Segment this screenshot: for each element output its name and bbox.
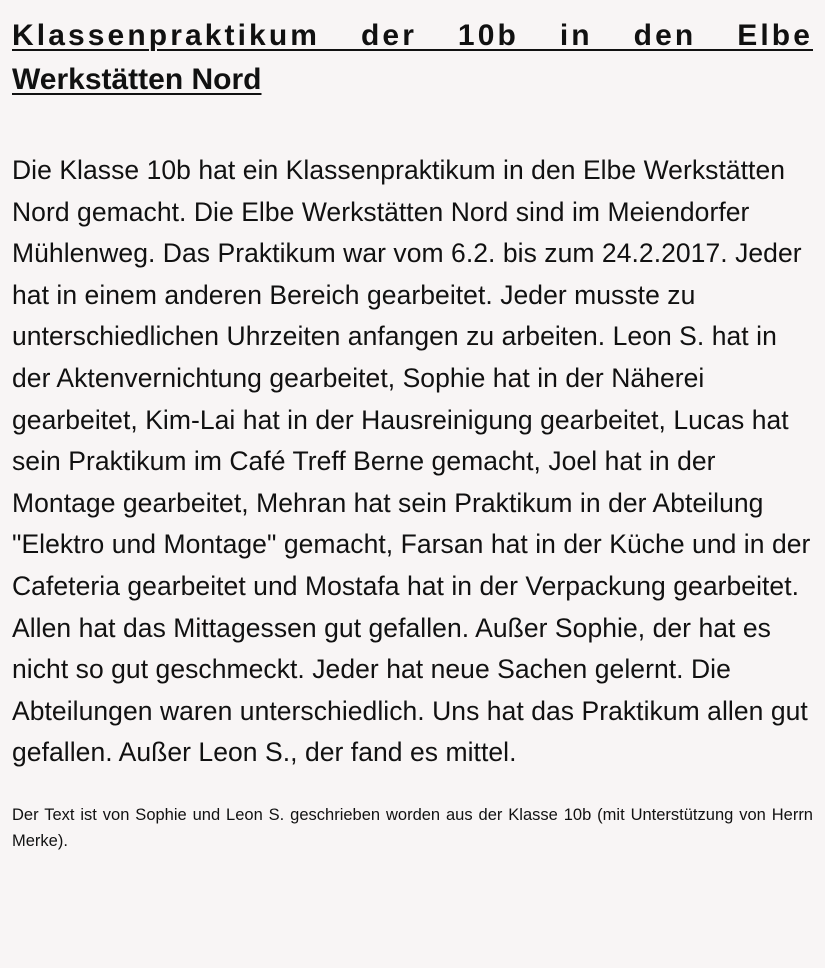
- author-footnote: Der Text ist von Sophie und Leon S. geschrieben worden aus der Klasse 10b (mit Unterstützung von Herrn Merke).: [12, 805, 813, 850]
- document-title: [12, 14, 813, 102]
- body-paragraph: Die Klasse 10b hat ein Klassenpraktikum in den Elbe Werkstätten Nord gemacht. Die Elbe Werkstätten Nord sind im Meiendorfer Mühlenweg. Das Praktikum war vom 6.2. bis zum 24.2.2017. Jeder hat in einem anderen Bereich gearbeitet. Jeder musste zu unterschiedlichen Uhrzeiten anfangen zu arbeiten. Leon S. hat in der Aktenvernichtung gearbeitet, Sophie hat in der Näherei gearbeitet, Kim-Lai hat in der Hausreinigung gearbeitet, Lucas hat sein Praktikum im Café Treff Berne gemacht, Joel hat in der Montage gearbeitet, Mehran hat sein Praktikum in der Abteilung "Elektro und Montage" gemacht, Farsan hat in der Küche und in der Cafeteria gearbeitet und Mostafa hat in der Verpackung gearbeitet. Allen hat das Mittagessen gut gefallen. Außer Sophie, der hat es nicht so gut geschmeckt. Jeder hat neue Sachen gelernt. Die Abteilungen waren unterschiedlich. Uns hat das Praktikum allen gut gefallen. Außer Leon S., der fand es mittel.: [12, 155, 811, 768]
- title-line-1: Klassenpraktikum der 10b in den Elbe: [12, 19, 813, 52]
- title-line-2: Werkstätten Nord: [12, 63, 262, 96]
